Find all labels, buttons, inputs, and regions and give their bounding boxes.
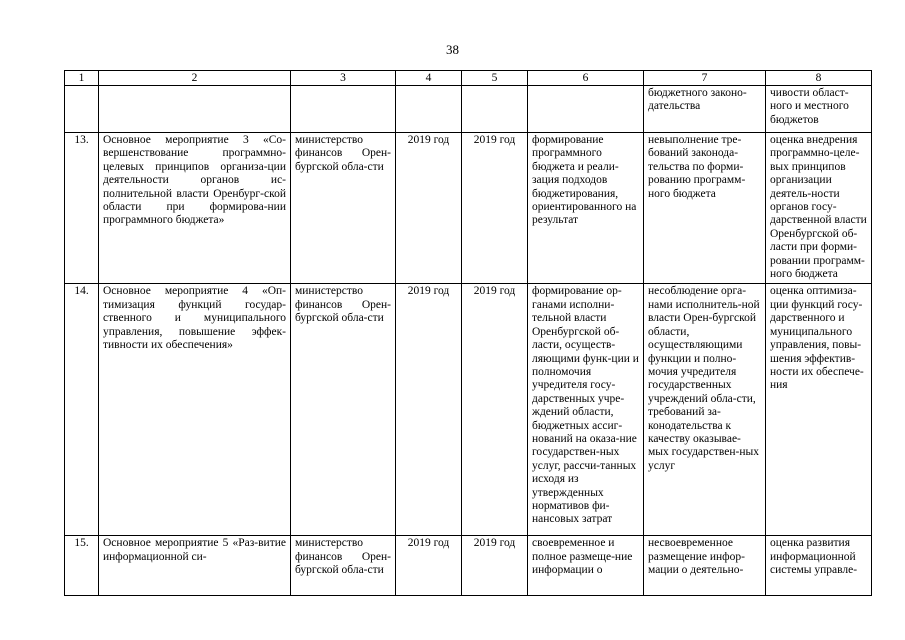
row-number: 13. [65, 133, 99, 284]
table-cell: бюджетного законо-дательства [644, 86, 766, 133]
consequences: несоблюдение орга-нами исполнитель-ной власти Орен-бургской области, осуществляющими функции и полно-мочия учредителя государственных учреждений обла-сти, требований за-конодательства к качеству оказывае-мых государствен-ных услуг [644, 284, 766, 536]
table-cell [65, 86, 99, 133]
indicator-link: оценка внедрения программно-целе-вых принципов организации деятель-ности органов госу-дарственной власти Оренбургской об-ласти при форми-ровании программ-ного бюджета [766, 133, 872, 284]
row-number: 14. [65, 284, 99, 536]
activity-name: Основное мероприятие 3 «Со-вершенствование программно-целевых принципов организа-ции деятельности органов ис-полнительной власти Оренбург-ской области при формирова-нии программного бюджета» [99, 133, 291, 284]
row-number: 15. [65, 536, 99, 596]
executor: министерство финансов Орен-бургской обла-сти [291, 284, 396, 536]
consequences: невыполнение тре-бований законода-тельства по форми-рованию программ-ного бюджета [644, 133, 766, 284]
table-cell [396, 86, 462, 133]
table-cell [291, 86, 396, 133]
header-cell: 8 [766, 71, 872, 86]
consequences: несвоевременное размещение инфор-мации о деятельно- [644, 536, 766, 596]
page-number: 38 [446, 42, 459, 57]
header-cell: 1 [65, 71, 99, 86]
expected-result: формирование программного бюджета и реали-зация подходов бюджетирования, ориентированного на результат [528, 133, 644, 284]
header-cell: 5 [462, 71, 528, 86]
header-cell: 4 [396, 71, 462, 86]
table-row [65, 284, 872, 536]
header-cell: 7 [644, 71, 766, 86]
activities-table [64, 70, 872, 596]
executor: министерство финансов Орен-бургской обла-сти [291, 536, 396, 596]
continuation-row [65, 86, 872, 133]
start-year: 2019 год [396, 284, 462, 536]
end-year: 2019 год [462, 536, 528, 596]
end-year: 2019 год [462, 133, 528, 284]
table-cell [462, 86, 528, 133]
table-row [65, 133, 872, 284]
expected-result: своевременное и полное размеще-ние информации о [528, 536, 644, 596]
header-cell: 2 [99, 71, 291, 86]
indicator-link: оценка оптимиза-ции функций госу-дарственного и муниципального управления, повы-шения эффектив-ности их обеспече-ния [766, 284, 872, 536]
table-cell: чивости област-ного и местного бюджетов [766, 86, 872, 133]
header-cell: 3 [291, 71, 396, 86]
end-year: 2019 год [462, 284, 528, 536]
activity-name: Основное мероприятие 5 «Раз-витие информационной си- [99, 536, 291, 596]
start-year: 2019 год [396, 536, 462, 596]
table-row [65, 536, 872, 596]
executor: министерство финансов Орен-бургской обла-сти [291, 133, 396, 284]
header-cell: 6 [528, 71, 644, 86]
column-number-row [65, 71, 872, 86]
start-year: 2019 год [396, 133, 462, 284]
activity-name: Основное мероприятие 4 «Оп-тимизация функций государ-ственного и муниципального управления, повышение эффек-тивности их обеспечения» [99, 284, 291, 536]
table-cell [528, 86, 644, 133]
indicator-link: оценка развития информационной системы управле- [766, 536, 872, 596]
expected-result: формирование ор-ганами исполни-тельной власти Оренбургской об-ласти, осуществ-ляющими функ-ции и полномочия учредителя госу-дарственных учре-ждений области, бюджетных ассиг-нований на оказа-ние государствен-ных услуг, рассчи-танных исходя из утвержденных нормативов фи-нансовых затрат [528, 284, 644, 536]
table-cell [99, 86, 291, 133]
